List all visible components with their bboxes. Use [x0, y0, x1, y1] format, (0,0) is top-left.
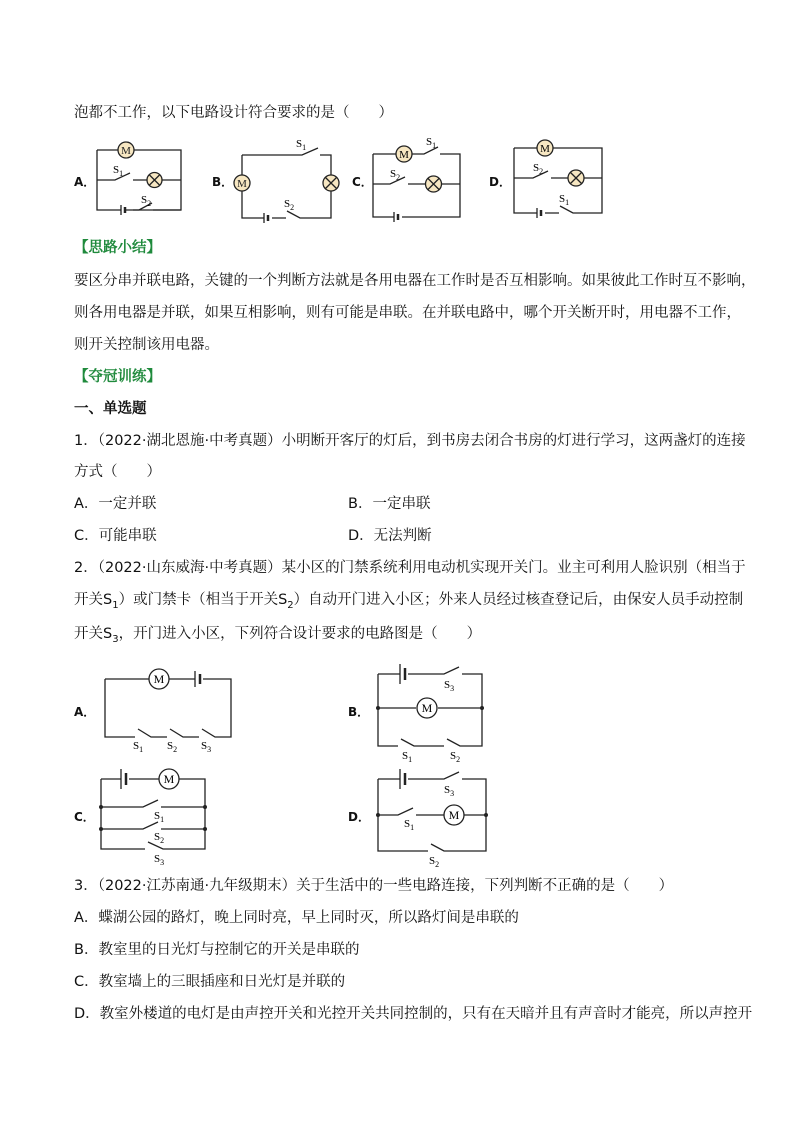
- svg-text:S1: $S_1$: [402, 750, 413, 764]
- q0-circuit-c: [370, 137, 465, 222]
- svg-text:S3: $S_3$: [444, 784, 455, 798]
- svg-text:S1: $S_1$: [426, 136, 437, 150]
- svg-text:S2: $S_2$: [450, 750, 461, 764]
- q2-stem-line-2: 开关$S_1$）或门禁卡（相当于开关$S_2$）自动开门进入小区；外来人员经过核查登记后，由保安人员手动控制: [74, 592, 744, 611]
- q2-circuit-a: [103, 665, 235, 755]
- svg-text:S1: $S_1$: [296, 138, 307, 152]
- svg-text:M: M: [540, 143, 550, 155]
- svg-text:M: M: [448, 808, 460, 822]
- q0-option-a-label: A．: [74, 175, 96, 189]
- q1-option-c: C．可能串联: [74, 528, 157, 544]
- q1-option-d: D．无法判断: [348, 528, 432, 544]
- q0-circuit-b: [232, 135, 344, 225]
- q1-option-a: A．一定并联: [74, 496, 157, 512]
- svg-text:S2: $S_2$: [154, 831, 165, 845]
- svg-text:M: M: [153, 672, 165, 686]
- q2-option-c-label: C．: [74, 810, 95, 824]
- q1-stem-line-2: 方式（ ）: [74, 464, 161, 480]
- svg-text:S2: $S_2$: [533, 162, 544, 176]
- q0-option-c-label: C．: [352, 175, 373, 189]
- part-heading: 一、单选题: [74, 401, 147, 417]
- svg-text:M: M: [237, 178, 247, 190]
- svg-text:M: M: [421, 701, 433, 715]
- svg-text:S3: $S_3$: [444, 679, 455, 693]
- svg-text:S3: $S_3$: [201, 740, 212, 754]
- summary-heading: 【思路小结】: [74, 240, 161, 256]
- q2-circuit-d: [374, 765, 490, 869]
- svg-text:S2: $S_2$: [167, 740, 178, 754]
- q2-option-b-label: B．: [348, 705, 370, 719]
- q0-circuit-d: [511, 138, 606, 218]
- svg-text:S1: $S_1$: [133, 740, 144, 754]
- q0-option-d-label: D．: [489, 175, 511, 189]
- svg-text:S1: $S_1$: [404, 818, 415, 832]
- q0-circuit-a: [95, 140, 185, 215]
- q1-stem-line-1: 1．（2022·湖北恩施·中考真题）小明断开客厅的灯后，到书房去闭合书房的灯进行学习，这两盏灯的连接: [74, 433, 746, 449]
- q3-option-c: C．教室墙上的三眼插座和日光灯是并联的: [74, 974, 346, 990]
- svg-text:S2: $S_2$: [429, 855, 440, 869]
- switch-label-s1: $S_1$: [113, 164, 124, 178]
- q2-circuit-c: [97, 765, 209, 865]
- svg-text:S2: $S_2$: [390, 168, 401, 182]
- intro-line: 泡都不工作，以下电路设计符合要求的是（ ）: [74, 105, 393, 121]
- q3-option-b: B．教室里的日光灯与控制它的开关是串联的: [74, 942, 360, 958]
- svg-text:M: M: [163, 772, 175, 786]
- q2-option-a-label: A．: [74, 705, 96, 719]
- q3-stem: 3．（2022·江苏南通·九年级期末）关于生活中的一些电路连接，下列判断不正确的是（ ）: [74, 878, 674, 894]
- q1-option-b: B．一定串联: [348, 496, 431, 512]
- training-heading: 【夺冠训练】: [74, 369, 161, 385]
- q2-stem-line-3: 开关$S_3$，开门进入小区，下列符合设计要求的电路图是（ ）: [74, 626, 482, 645]
- svg-text:S3: $S_3$: [154, 853, 165, 867]
- svg-text:S1: $S_1$: [559, 193, 570, 207]
- q0-option-b-label: B．: [212, 175, 234, 189]
- q2-circuit-b: [374, 660, 486, 764]
- q3-option-d: D．教室外楼道的电灯是由声控开关和光控开关共同控制的，只有在天暗并且有声音时才能亮，所以声控开: [74, 1006, 753, 1022]
- motor-symbol: M: [121, 145, 131, 157]
- q2-stem-line-1: 2．（2022·山东威海·中考真题）某小区的门禁系统利用电动机实现开关门。业主可利用人脸识别（相当于: [74, 560, 746, 576]
- summary-line-1: 要区分串并联电路，关键的一个判断方法就是各用电器在工作时是否互相影响。如果彼此工作时互不影响，: [74, 273, 756, 289]
- q2-option-d-label: D．: [348, 810, 370, 824]
- summary-line-2: 则各用电器是并联，如果互相影响，则有可能是串联。在并联电路中，哪个开关断开时，用电器不工作，: [74, 305, 741, 321]
- switch-label-s2: $S_2$: [141, 194, 152, 208]
- summary-line-3: 则开关控制该用电器。: [74, 337, 219, 353]
- svg-text:M: M: [399, 149, 409, 161]
- q3-option-a: A．蝶湖公园的路灯，晚上同时亮，早上同时灭，所以路灯间是串联的: [74, 910, 519, 926]
- svg-text:S1: $S_1$: [154, 810, 165, 824]
- svg-text:S2: $S_2$: [284, 198, 295, 212]
